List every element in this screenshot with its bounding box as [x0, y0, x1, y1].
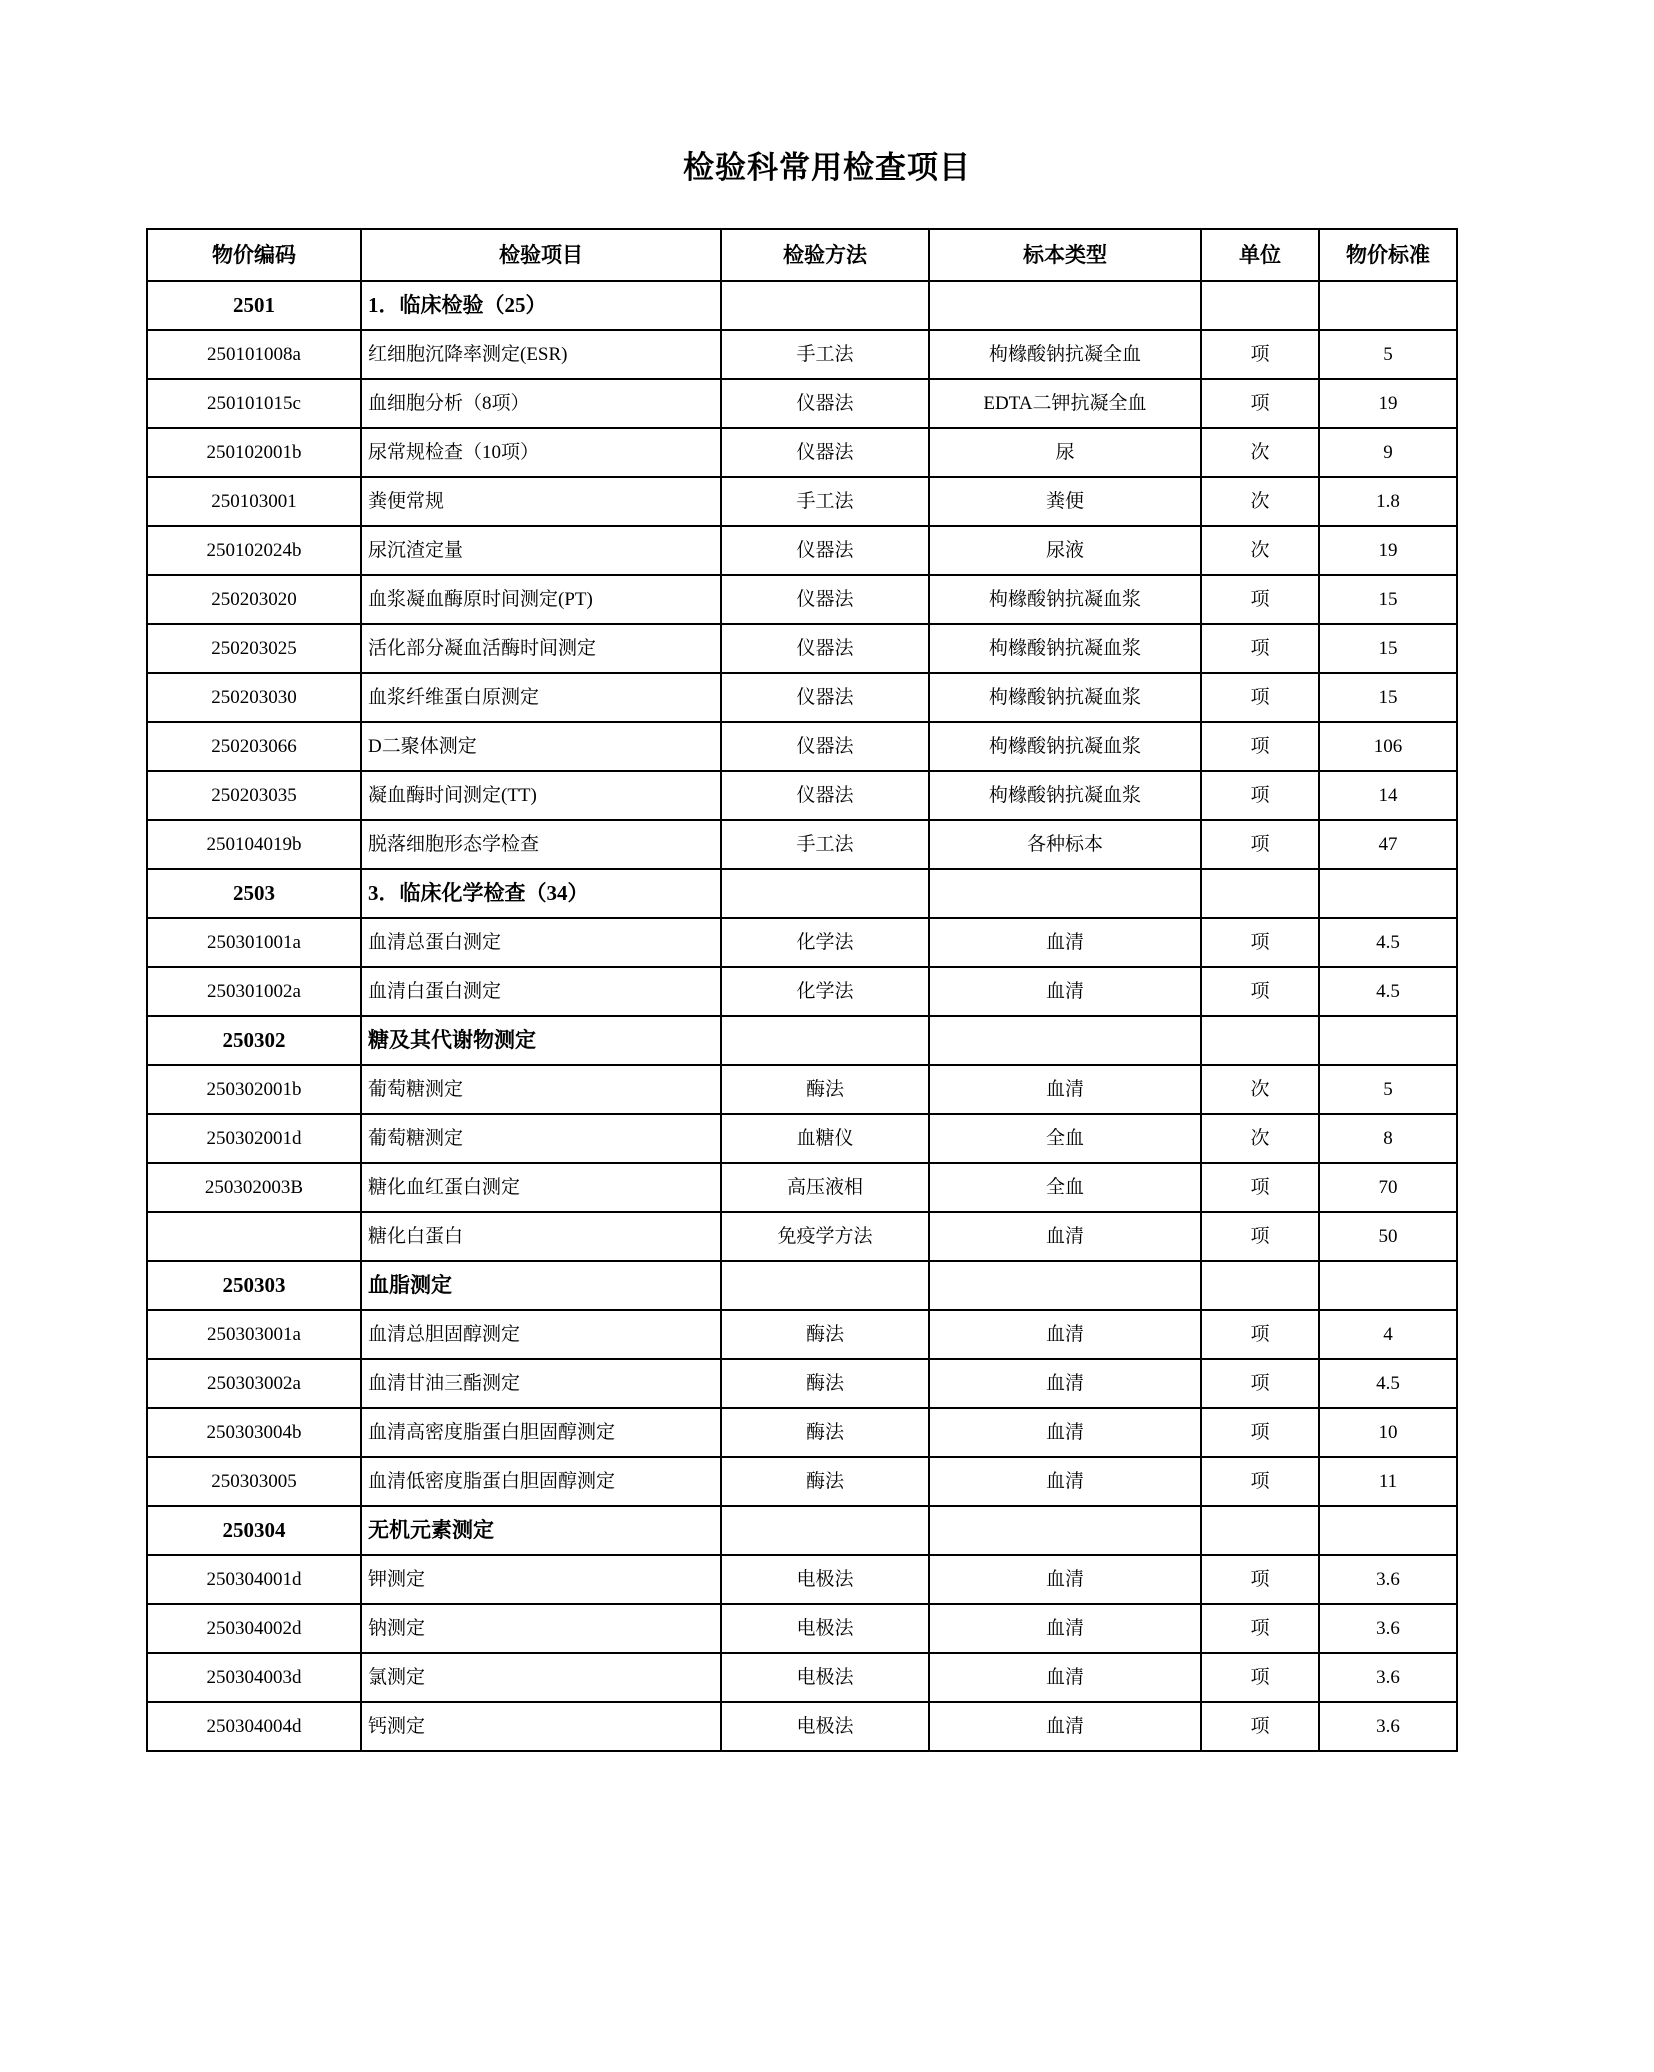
cell-price: 15	[1319, 575, 1457, 624]
cell-item: 无机元素测定	[361, 1506, 721, 1555]
cell-unit: 项	[1201, 1163, 1319, 1212]
cell-code: 250301001a	[147, 918, 361, 967]
cell-code	[147, 1212, 361, 1261]
cell-method: 手工法	[721, 330, 929, 379]
cell-price: 19	[1319, 526, 1457, 575]
cell-item: 葡萄糖测定	[361, 1065, 721, 1114]
cell-unit: 项	[1201, 918, 1319, 967]
cell-unit: 次	[1201, 477, 1319, 526]
cell-price	[1319, 281, 1457, 330]
cell-item: 血清总胆固醇测定	[361, 1310, 721, 1359]
cell-method: 酶法	[721, 1359, 929, 1408]
cell-price: 4.5	[1319, 967, 1457, 1016]
cell-item: 血浆纤维蛋白原测定	[361, 673, 721, 722]
cell-price	[1319, 869, 1457, 918]
cell-method: 手工法	[721, 820, 929, 869]
cell-spec: 枸橼酸钠抗凝血浆	[929, 722, 1201, 771]
cell-method	[721, 1506, 929, 1555]
cell-unit: 次	[1201, 1065, 1319, 1114]
table-row	[147, 1457, 1457, 1506]
cell-method: 电极法	[721, 1555, 929, 1604]
cell-method: 高压液相	[721, 1163, 929, 1212]
table-row	[147, 918, 1457, 967]
column-header-unit: 单位	[1201, 229, 1319, 281]
cell-method: 化学法	[721, 918, 929, 967]
cell-code: 250203066	[147, 722, 361, 771]
cell-item: 氯测定	[361, 1653, 721, 1702]
cell-price: 15	[1319, 673, 1457, 722]
cell-method: 血糖仪	[721, 1114, 929, 1163]
cell-unit: 次	[1201, 428, 1319, 477]
table-row	[147, 477, 1457, 526]
cell-unit: 次	[1201, 1114, 1319, 1163]
section-header-row	[147, 1016, 1457, 1065]
cell-method: 酶法	[721, 1065, 929, 1114]
cell-price: 4.5	[1319, 1359, 1457, 1408]
table-row	[147, 1212, 1457, 1261]
cell-price: 11	[1319, 1457, 1457, 1506]
cell-item: 血清低密度脂蛋白胆固醇测定	[361, 1457, 721, 1506]
cell-spec: 枸橼酸钠抗凝血浆	[929, 575, 1201, 624]
cell-item: 钠测定	[361, 1604, 721, 1653]
cell-unit: 项	[1201, 1359, 1319, 1408]
cell-code: 250304003d	[147, 1653, 361, 1702]
cell-method: 酶法	[721, 1457, 929, 1506]
cell-code: 250302001b	[147, 1065, 361, 1114]
cell-item: 凝血酶时间测定(TT)	[361, 771, 721, 820]
table-row	[147, 1163, 1457, 1212]
cell-method: 仪器法	[721, 673, 929, 722]
section-header-row	[147, 281, 1457, 330]
cell-spec: 血清	[929, 1457, 1201, 1506]
cell-code: 250304	[147, 1506, 361, 1555]
cell-unit: 项	[1201, 722, 1319, 771]
cell-code: 250203030	[147, 673, 361, 722]
cell-spec	[929, 1016, 1201, 1065]
cell-unit: 项	[1201, 330, 1319, 379]
cell-item: 血清高密度脂蛋白胆固醇测定	[361, 1408, 721, 1457]
cell-code: 250303004b	[147, 1408, 361, 1457]
cell-method	[721, 869, 929, 918]
cell-price: 3.6	[1319, 1604, 1457, 1653]
cell-spec: 血清	[929, 1604, 1201, 1653]
cell-spec: 血清	[929, 1359, 1201, 1408]
cell-unit: 项	[1201, 1555, 1319, 1604]
lab-price-table	[146, 228, 1458, 1752]
table-row	[147, 1702, 1457, 1751]
cell-item: 3．临床化学检查（34）	[361, 869, 721, 918]
cell-code: 250301002a	[147, 967, 361, 1016]
cell-unit	[1201, 281, 1319, 330]
table-row	[147, 1604, 1457, 1653]
table-row	[147, 624, 1457, 673]
cell-method: 酶法	[721, 1310, 929, 1359]
cell-code: 250102001b	[147, 428, 361, 477]
table-row	[147, 1555, 1457, 1604]
cell-code: 250302003B	[147, 1163, 361, 1212]
cell-spec: 血清	[929, 1555, 1201, 1604]
cell-item: 尿沉渣定量	[361, 526, 721, 575]
cell-price: 4.5	[1319, 918, 1457, 967]
cell-price: 1.8	[1319, 477, 1457, 526]
table-row	[147, 428, 1457, 477]
table-row	[147, 1408, 1457, 1457]
cell-item: 1．临床检验（25）	[361, 281, 721, 330]
cell-price: 3.6	[1319, 1653, 1457, 1702]
cell-price: 50	[1319, 1212, 1457, 1261]
cell-item: 粪便常规	[361, 477, 721, 526]
cell-method: 化学法	[721, 967, 929, 1016]
cell-item: 血脂测定	[361, 1261, 721, 1310]
cell-spec: 血清	[929, 1653, 1201, 1702]
table-row	[147, 1065, 1457, 1114]
table-row	[147, 1114, 1457, 1163]
cell-spec: 血清	[929, 1310, 1201, 1359]
cell-price: 9	[1319, 428, 1457, 477]
cell-unit: 项	[1201, 771, 1319, 820]
cell-item: 钙测定	[361, 1702, 721, 1751]
cell-method: 仪器法	[721, 771, 929, 820]
cell-code: 250303005	[147, 1457, 361, 1506]
table-row	[147, 673, 1457, 722]
cell-spec: 粪便	[929, 477, 1201, 526]
cell-method: 仪器法	[721, 575, 929, 624]
cell-code: 250302	[147, 1016, 361, 1065]
cell-unit: 项	[1201, 1604, 1319, 1653]
cell-item: 血浆凝血酶原时间测定(PT)	[361, 575, 721, 624]
cell-unit: 项	[1201, 1408, 1319, 1457]
table-row	[147, 1653, 1457, 1702]
cell-item: 尿常规检查（10项）	[361, 428, 721, 477]
cell-spec: 血清	[929, 1212, 1201, 1261]
cell-item: 葡萄糖测定	[361, 1114, 721, 1163]
table-row	[147, 1359, 1457, 1408]
cell-spec: 血清	[929, 918, 1201, 967]
cell-spec: 尿	[929, 428, 1201, 477]
cell-price: 5	[1319, 330, 1457, 379]
cell-unit: 项	[1201, 624, 1319, 673]
cell-method: 仪器法	[721, 428, 929, 477]
cell-code: 250203025	[147, 624, 361, 673]
cell-spec	[929, 1261, 1201, 1310]
cell-method: 酶法	[721, 1408, 929, 1457]
cell-method: 仪器法	[721, 722, 929, 771]
cell-spec: 枸橼酸钠抗凝血浆	[929, 624, 1201, 673]
cell-spec: 血清	[929, 1702, 1201, 1751]
cell-item: 糖化白蛋白	[361, 1212, 721, 1261]
cell-price: 106	[1319, 722, 1457, 771]
cell-unit	[1201, 1016, 1319, 1065]
column-header-method: 检验方法	[721, 229, 929, 281]
cell-unit: 次	[1201, 526, 1319, 575]
section-header-row	[147, 869, 1457, 918]
cell-spec: 全血	[929, 1114, 1201, 1163]
cell-item: 血清甘油三酯测定	[361, 1359, 721, 1408]
cell-price: 47	[1319, 820, 1457, 869]
page-title: 检验科常用检查项目	[683, 150, 971, 185]
cell-price: 3.6	[1319, 1702, 1457, 1751]
cell-item: 红细胞沉降率测定(ESR)	[361, 330, 721, 379]
cell-price: 19	[1319, 379, 1457, 428]
price-table-container	[146, 228, 1456, 1752]
cell-unit	[1201, 869, 1319, 918]
cell-item: 糖及其代谢物测定	[361, 1016, 721, 1065]
cell-item: 脱落细胞形态学检查	[361, 820, 721, 869]
cell-spec: 血清	[929, 967, 1201, 1016]
cell-unit: 项	[1201, 1653, 1319, 1702]
cell-unit: 项	[1201, 1212, 1319, 1261]
table-row	[147, 526, 1457, 575]
table-row	[147, 1310, 1457, 1359]
cell-unit: 项	[1201, 1457, 1319, 1506]
cell-method: 仪器法	[721, 624, 929, 673]
section-header-row	[147, 1506, 1457, 1555]
cell-price	[1319, 1016, 1457, 1065]
cell-method: 仪器法	[721, 379, 929, 428]
cell-unit: 项	[1201, 967, 1319, 1016]
cell-spec	[929, 1506, 1201, 1555]
cell-method	[721, 281, 929, 330]
cell-code: 250303002a	[147, 1359, 361, 1408]
cell-code: 250203020	[147, 575, 361, 624]
cell-method: 手工法	[721, 477, 929, 526]
cell-item: 血清总蛋白测定	[361, 918, 721, 967]
cell-method	[721, 1261, 929, 1310]
cell-code: 250203035	[147, 771, 361, 820]
cell-spec: 枸橼酸钠抗凝血浆	[929, 673, 1201, 722]
cell-price: 3.6	[1319, 1555, 1457, 1604]
cell-item: 活化部分凝血活酶时间测定	[361, 624, 721, 673]
cell-spec: 全血	[929, 1163, 1201, 1212]
column-header-item: 检验项目	[361, 229, 721, 281]
cell-method: 仪器法	[721, 526, 929, 575]
table-row	[147, 771, 1457, 820]
cell-price: 8	[1319, 1114, 1457, 1163]
cell-unit	[1201, 1506, 1319, 1555]
cell-code: 250303	[147, 1261, 361, 1310]
cell-item: D二聚体测定	[361, 722, 721, 771]
cell-code: 250104019b	[147, 820, 361, 869]
cell-spec: 尿液	[929, 526, 1201, 575]
cell-spec: 枸橼酸钠抗凝全血	[929, 330, 1201, 379]
cell-method: 免疫学方法	[721, 1212, 929, 1261]
cell-code: 250304002d	[147, 1604, 361, 1653]
cell-item: 血清白蛋白测定	[361, 967, 721, 1016]
cell-spec	[929, 869, 1201, 918]
cell-code: 250304001d	[147, 1555, 361, 1604]
cell-unit: 项	[1201, 673, 1319, 722]
table-row	[147, 379, 1457, 428]
cell-price: 15	[1319, 624, 1457, 673]
cell-spec: 血清	[929, 1065, 1201, 1114]
cell-method: 电极法	[721, 1702, 929, 1751]
cell-item: 糖化血红蛋白测定	[361, 1163, 721, 1212]
table-row	[147, 967, 1457, 1016]
table-row	[147, 820, 1457, 869]
cell-method: 电极法	[721, 1604, 929, 1653]
cell-unit: 项	[1201, 575, 1319, 624]
cell-price: 10	[1319, 1408, 1457, 1457]
table-header	[147, 229, 1457, 281]
cell-method	[721, 1016, 929, 1065]
cell-spec: 各种标本	[929, 820, 1201, 869]
cell-code: 250101008a	[147, 330, 361, 379]
cell-price	[1319, 1506, 1457, 1555]
cell-code: 2503	[147, 869, 361, 918]
cell-code: 250302001d	[147, 1114, 361, 1163]
cell-item: 钾测定	[361, 1555, 721, 1604]
cell-code: 250303001a	[147, 1310, 361, 1359]
cell-spec	[929, 281, 1201, 330]
cell-unit: 项	[1201, 1310, 1319, 1359]
table-row	[147, 722, 1457, 771]
cell-spec: 血清	[929, 1408, 1201, 1457]
cell-spec: EDTA二钾抗凝全血	[929, 379, 1201, 428]
column-header-spec: 标本类型	[929, 229, 1201, 281]
table-header-row	[147, 229, 1457, 281]
cell-code: 2501	[147, 281, 361, 330]
cell-unit: 项	[1201, 820, 1319, 869]
table-body	[147, 281, 1457, 1751]
cell-code: 250101015c	[147, 379, 361, 428]
table-row	[147, 575, 1457, 624]
column-header-price: 物价标准	[1319, 229, 1457, 281]
cell-code: 250103001	[147, 477, 361, 526]
cell-price: 4	[1319, 1310, 1457, 1359]
cell-code: 250304004d	[147, 1702, 361, 1751]
cell-item: 血细胞分析（8项）	[361, 379, 721, 428]
cell-price: 5	[1319, 1065, 1457, 1114]
section-header-row	[147, 1261, 1457, 1310]
cell-price: 70	[1319, 1163, 1457, 1212]
cell-unit: 项	[1201, 379, 1319, 428]
cell-price	[1319, 1261, 1457, 1310]
cell-code: 250102024b	[147, 526, 361, 575]
cell-method: 电极法	[721, 1653, 929, 1702]
cell-unit: 项	[1201, 1702, 1319, 1751]
column-header-code: 物价编码	[147, 229, 361, 281]
cell-spec: 枸橼酸钠抗凝血浆	[929, 771, 1201, 820]
cell-price: 14	[1319, 771, 1457, 820]
cell-unit	[1201, 1261, 1319, 1310]
table-row	[147, 330, 1457, 379]
